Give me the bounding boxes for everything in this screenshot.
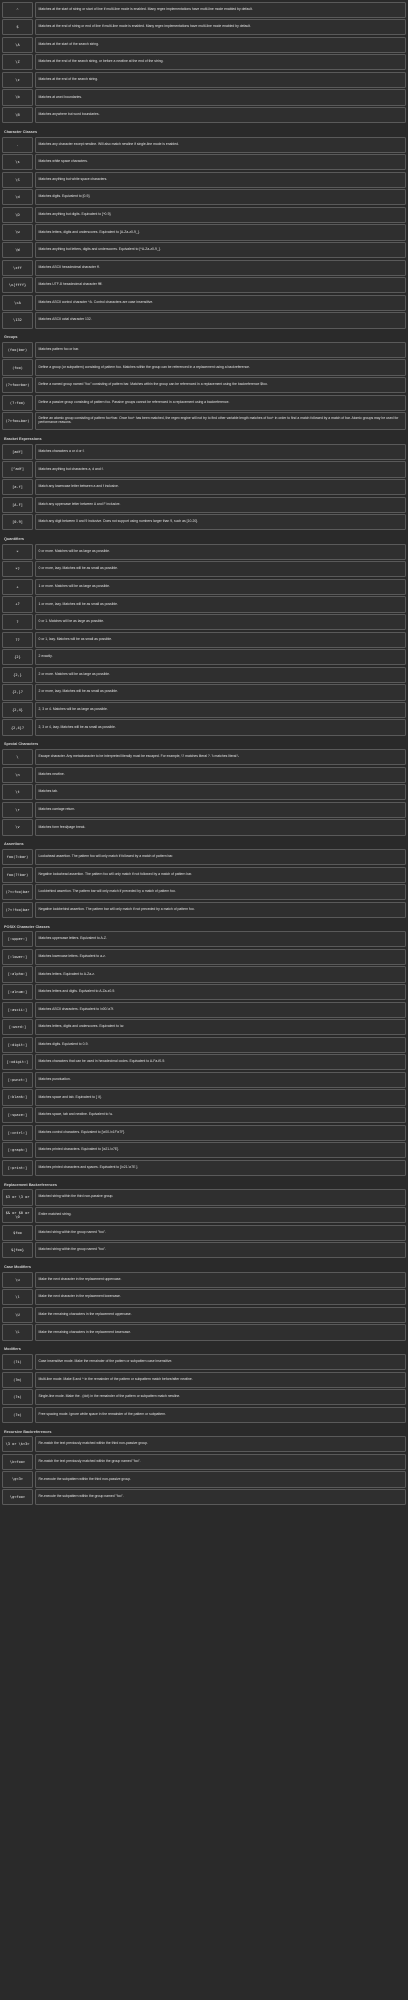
list-item xyxy=(2,89,406,105)
list-item xyxy=(2,1089,406,1105)
token-button[interactable]: [:upper:] xyxy=(2,931,33,947)
token-description: Negative lookahead assertion. The pattern foo will only match if not followed by a match of pattern bar. xyxy=(35,867,406,883)
token-button[interactable]: \W xyxy=(2,242,33,258)
token-description: Matches control characters. Equivalent to [\x00-\x1F\x7F]. xyxy=(35,1125,406,1141)
list-item xyxy=(2,172,406,188)
list-item xyxy=(2,1225,406,1241)
list-item xyxy=(2,749,406,765)
token-description: 1 or more, lazy. Matches will be as small as possible. xyxy=(35,596,406,612)
token-button[interactable]: [A-F] xyxy=(2,497,33,513)
list-item xyxy=(2,719,406,735)
list-item xyxy=(2,1107,406,1123)
list-item xyxy=(2,1372,406,1388)
token-button[interactable]: \132 xyxy=(2,312,33,328)
token-description: Matches characters a or d or f. xyxy=(35,444,406,460)
token-description: Define a named group named "foo" consisting of pattern bar. Matches within the group can be referenced in a replacement using the backreference $foo. xyxy=(35,377,406,393)
token-description: Lookbehind assertion. The pattern bar will only match if preceded by a match of pattern foo. xyxy=(35,884,406,900)
token-button[interactable]: \Z xyxy=(2,54,33,70)
list-item xyxy=(2,1324,406,1340)
token-button[interactable]: ?? xyxy=(2,632,33,648)
list-item xyxy=(2,359,406,375)
list-item xyxy=(2,1189,406,1205)
token-description: Free spacing mode. Ignore white space in the remainder of the pattern or subpattern. xyxy=(35,1407,406,1423)
token-button[interactable]: (?m) xyxy=(2,1372,33,1388)
list-item xyxy=(2,1354,406,1370)
token-button[interactable]: [adf] xyxy=(2,444,33,460)
list-item xyxy=(2,1307,406,1323)
list-item xyxy=(2,54,406,70)
token-description: Matches ASCII hexadecimal character ff. xyxy=(35,260,406,276)
token-button[interactable]: [:print:] xyxy=(2,1160,33,1176)
list-item xyxy=(2,802,406,818)
list-item xyxy=(2,984,406,1000)
list-item xyxy=(2,784,406,800)
token-button[interactable]: \t xyxy=(2,784,33,800)
token-description: Entire matched string. xyxy=(35,1207,406,1223)
token-description: Matches anything but digits. Equivalent to [^0-9]. xyxy=(35,207,406,223)
token-description: Make the remaining characters in the replacement uppercase. xyxy=(35,1307,406,1323)
token-button[interactable]: (?>foo+bar) xyxy=(2,412,33,430)
section-bracket-expressions xyxy=(2,432,406,531)
token-button[interactable]: \g<foo> xyxy=(2,1489,33,1505)
list-item xyxy=(2,514,406,530)
token-button[interactable]: $foo xyxy=(2,1225,33,1241)
list-item xyxy=(2,461,406,477)
token-description: Define a passive group consisting of pattern foo. Passive groups cannot be referenced in a replacement using a backreference. xyxy=(35,395,406,411)
token-description: Matched string within the group named "foo". xyxy=(35,1242,406,1258)
token-button[interactable]: [:punct:] xyxy=(2,1072,33,1088)
token-button[interactable]: [:alpha:] xyxy=(2,966,33,982)
token-description: Case insensitive mode. Make the remainder of the pattern or subpattern case insensitive. xyxy=(35,1354,406,1370)
list-item xyxy=(2,1054,406,1070)
token-description: Re-match the text previously matched within the third non-passive group. xyxy=(35,1436,406,1452)
list-item xyxy=(2,1037,406,1053)
token-button[interactable]: \k<foo> xyxy=(2,1454,33,1470)
list-item xyxy=(2,479,406,495)
section-case-modifiers xyxy=(2,1260,406,1341)
list-item xyxy=(2,632,406,648)
token-description: Matches digits. Equivalent to 0-9. xyxy=(35,1037,406,1053)
list-item xyxy=(2,277,406,293)
token-button[interactable]: [a-f] xyxy=(2,479,33,495)
token-description: Matches carriage return. xyxy=(35,802,406,818)
section-title: Case Modifiers xyxy=(4,1264,32,1269)
list-item xyxy=(2,207,406,223)
token-button[interactable]: [:ascii:] xyxy=(2,1002,33,1018)
list-item xyxy=(2,497,406,513)
section-posix-character-classes xyxy=(2,919,406,1176)
token-description: Make the remaining characters in the replacement lowercase. xyxy=(35,1324,406,1340)
section-anchors xyxy=(2,0,406,123)
list-item xyxy=(2,1489,406,1505)
token-button[interactable]: \g<3> xyxy=(2,1471,33,1487)
token-button[interactable]: {2,}? xyxy=(2,684,33,700)
token-description: Matches letters, digits and underscores. Equivalent to [A-Za-z0-9_]. xyxy=(35,224,406,240)
token-button[interactable]: (?<foo>bar) xyxy=(2,377,33,393)
token-button[interactable]: \d xyxy=(2,189,33,205)
list-item xyxy=(2,312,406,328)
list-item xyxy=(2,702,406,718)
list-item xyxy=(2,949,406,965)
section-title: POSIX Character Classes xyxy=(4,924,50,929)
token-description: Matches at word boundaries. xyxy=(35,89,406,105)
token-description: Matches form feed/page break. xyxy=(35,819,406,835)
token-button[interactable]: \n xyxy=(2,767,33,783)
token-description: Match any lowercase letter between a and f inclusive. xyxy=(35,479,406,495)
token-button[interactable]: [^adf] xyxy=(2,461,33,477)
token-description: Matches ASCII control character ^A. Control characters are case insensitive. xyxy=(35,295,406,311)
token-description: Re-match the text previously matched within the group named "foo". xyxy=(35,1454,406,1470)
token-button[interactable]: \x{ffff} xyxy=(2,277,33,293)
list-item xyxy=(2,1272,406,1288)
list-item xyxy=(2,767,406,783)
token-button[interactable]: {2} xyxy=(2,649,33,665)
token-button[interactable]: [:lower:] xyxy=(2,949,33,965)
list-item xyxy=(2,224,406,240)
token-description: Define a group (or subpattern) consisting of pattern foo. Matches within the group can be referenced in a replacement using a backreference. xyxy=(35,359,406,375)
section-quantifiers xyxy=(2,532,406,736)
token-button[interactable]: \b xyxy=(2,89,33,105)
list-item xyxy=(2,2,406,18)
token-description: 0 or more. Matches will be as large as possible. xyxy=(35,544,406,560)
token-button[interactable]: \A xyxy=(2,37,33,53)
list-item xyxy=(2,1407,406,1423)
token-button[interactable]: {2,} xyxy=(2,667,33,683)
list-item xyxy=(2,1436,406,1452)
token-description: Lookahead assertion. The pattern foo will only match if followed by a match of pattern bar. xyxy=(35,849,406,865)
token-description: Matches uppercase letters. Equivalent to A-Z. xyxy=(35,931,406,947)
list-item xyxy=(2,614,406,630)
list-item xyxy=(2,1471,406,1487)
token-description: 0 or more, lazy. Matches will be as small as possible. xyxy=(35,561,406,577)
token-button[interactable]: (?:foo) xyxy=(2,395,33,411)
list-item xyxy=(2,1125,406,1141)
list-item xyxy=(2,1207,406,1223)
token-button[interactable]: (?<!foo)bar xyxy=(2,902,33,918)
section-title: Special Characters xyxy=(4,742,39,747)
section-title: Assertions xyxy=(4,842,24,847)
token-description: Match any uppercase letter between A and F inclusive. xyxy=(35,497,406,513)
token-description: Matches anything but letters, digits and underscores. Equivalent to [^A-Za-z0-9_]. xyxy=(35,242,406,258)
section-title: Recursive Backreferences xyxy=(4,1429,52,1434)
token-button[interactable]: . xyxy=(2,137,33,153)
list-item xyxy=(2,1142,406,1158)
token-button[interactable]: [:graph:] xyxy=(2,1142,33,1158)
list-item xyxy=(2,902,406,918)
section-assertions xyxy=(2,837,406,918)
token-button[interactable]: ^ xyxy=(2,2,33,18)
token-button[interactable]: [:cntrl:] xyxy=(2,1125,33,1141)
token-button[interactable]: (?<=foo)bar xyxy=(2,884,33,900)
token-button[interactable]: [:word:] xyxy=(2,1019,33,1035)
list-item xyxy=(2,867,406,883)
token-button[interactable]: \u xyxy=(2,1272,33,1288)
list-item xyxy=(2,649,406,665)
list-item xyxy=(2,667,406,683)
token-description: Negative lookbehind assertion. The pattern bar will only match if not preceded by a match of pattern foo. xyxy=(35,902,406,918)
section-special-characters xyxy=(2,737,406,836)
token-button[interactable]: \s xyxy=(2,154,33,170)
list-item xyxy=(2,189,406,205)
list-item xyxy=(2,444,406,460)
token-button[interactable]: ? xyxy=(2,614,33,630)
token-button[interactable]: \cA xyxy=(2,295,33,311)
token-description: Matches at the end of the search string, or before a newline at the end of the string. xyxy=(35,54,406,70)
token-button[interactable]: foo(?!bar) xyxy=(2,867,33,883)
token-button[interactable]: +? xyxy=(2,596,33,612)
list-item xyxy=(2,684,406,700)
token-description: Single-line mode. Make the . (dot) in the remainder of the pattern or subpattern match newline. xyxy=(35,1389,406,1405)
token-description: Matches space, tab and newline. Equivalent to \s. xyxy=(35,1107,406,1123)
list-item xyxy=(2,154,406,170)
list-item xyxy=(2,37,406,53)
list-item xyxy=(2,561,406,577)
list-item xyxy=(2,1389,406,1405)
token-button[interactable]: \3 or \k<3> xyxy=(2,1436,33,1452)
list-item xyxy=(2,19,406,35)
token-button[interactable]: [:xdigit:] xyxy=(2,1054,33,1070)
token-description: Matches letters and digits. Equivalent to A-Za-z0-9. xyxy=(35,984,406,1000)
token-description: 2 exactly. xyxy=(35,649,406,665)
token-description: Matches lowercase letters. Equivalent to a-z. xyxy=(35,949,406,965)
token-button[interactable]: \D xyxy=(2,207,33,223)
token-button[interactable]: $& or $0 or \0 xyxy=(2,1207,33,1223)
token-button[interactable]: (?x) xyxy=(2,1407,33,1423)
token-button[interactable]: foo(?=bar) xyxy=(2,849,33,865)
token-description: Matches punctuation. xyxy=(35,1072,406,1088)
token-button[interactable]: (foo|bar) xyxy=(2,342,33,358)
token-description: Matches newline. xyxy=(35,767,406,783)
section-title: Character Classes xyxy=(4,129,38,134)
list-item xyxy=(2,260,406,276)
token-description: Matches at the end of string or end of line if multi-line mode is enabled. Many regex implementations have multi-line mode enabled by default. xyxy=(35,19,406,35)
token-description: 0 or 1, lazy. Matches will be as small as possible. xyxy=(35,632,406,648)
list-item xyxy=(2,966,406,982)
token-button[interactable]: [:alnum:] xyxy=(2,984,33,1000)
list-item xyxy=(2,1454,406,1470)
token-button[interactable]: {2,4}? xyxy=(2,719,33,735)
token-description: Re-execute the subpattern within the third non-passive group. xyxy=(35,1471,406,1487)
token-description: Escape character. Any metacharacter to be interpreted literally must be escaped. For example, \? matches literal ?. \\ matches literal \. xyxy=(35,749,406,765)
list-item xyxy=(2,107,406,123)
token-description: Matches anywhere but word boundaries. xyxy=(35,107,406,123)
token-description: 2 or more. Matches will be as large as possible. xyxy=(35,667,406,683)
token-button[interactable]: + xyxy=(2,579,33,595)
token-description: 0 or 1. Matches will be as large as possible. xyxy=(35,614,406,630)
token-description: Matches any character except newline. Will also match newline if single-line mode is enabled. xyxy=(35,137,406,153)
token-button[interactable]: \w xyxy=(2,224,33,240)
token-description: Matches pattern foo or bar. xyxy=(35,342,406,358)
token-button[interactable]: (foo) xyxy=(2,359,33,375)
token-description: Matches printed characters and spaces. Equivalent to [\x21-\x7E ]. xyxy=(35,1160,406,1176)
token-button[interactable]: [0-9] xyxy=(2,514,33,530)
token-button[interactable]: [:space:] xyxy=(2,1107,33,1123)
token-description: Make the next character in the replacement uppercase. xyxy=(35,1272,406,1288)
list-item xyxy=(2,1160,406,1176)
token-button[interactable]: \l xyxy=(2,1289,33,1305)
list-item xyxy=(2,342,406,358)
token-description: Matches printed characters. Equivalent to [\x21-\x7E]. xyxy=(35,1142,406,1158)
token-button[interactable]: \S xyxy=(2,172,33,188)
token-button[interactable]: \ xyxy=(2,749,33,765)
list-item xyxy=(2,1002,406,1018)
token-button[interactable]: \B xyxy=(2,107,33,123)
list-item xyxy=(2,137,406,153)
token-button[interactable]: [:digit:] xyxy=(2,1037,33,1053)
token-description: Matches anything but white space characters. xyxy=(35,172,406,188)
token-description: Matches letters. Equivalent to A-Za-z. xyxy=(35,966,406,982)
token-button[interactable]: ${foo} xyxy=(2,1242,33,1258)
list-item xyxy=(2,884,406,900)
token-button[interactable]: \xff xyxy=(2,260,33,276)
section-groups xyxy=(2,330,406,431)
section-character-classes xyxy=(2,125,406,329)
token-button[interactable]: *? xyxy=(2,561,33,577)
list-item xyxy=(2,242,406,258)
token-description: Matches digits. Equivalent to [0-9]. xyxy=(35,189,406,205)
list-item xyxy=(2,377,406,393)
token-description: Match any digit between 0 and 9 inclusive. Does not support using numbers larger than 9, such as [10-20]. xyxy=(35,514,406,530)
section-modifiers xyxy=(2,1342,406,1423)
list-item xyxy=(2,544,406,560)
token-description: 1 or more. Matches will be as large as possible. xyxy=(35,579,406,595)
list-item xyxy=(2,819,406,835)
token-button[interactable]: (?i) xyxy=(2,1354,33,1370)
list-item xyxy=(2,412,406,430)
list-item xyxy=(2,596,406,612)
token-description: Matches space and tab. Equivalent to [ \t]. xyxy=(35,1089,406,1105)
section-recursive-backreferences xyxy=(2,1424,406,1505)
token-description: Matches anything but characters a, d and f. xyxy=(35,461,406,477)
section-title: Groups xyxy=(4,335,18,340)
token-button[interactable]: \z xyxy=(2,72,33,88)
list-item xyxy=(2,579,406,595)
list-item xyxy=(2,395,406,411)
token-button[interactable]: \U xyxy=(2,1307,33,1323)
token-button[interactable]: \r xyxy=(2,802,33,818)
list-item xyxy=(2,849,406,865)
token-button[interactable]: \v xyxy=(2,819,33,835)
token-description: 2, 3 or 4, lazy. Matches will be as small as possible. xyxy=(35,719,406,735)
token-description: Matches at the start of the search string. xyxy=(35,37,406,53)
token-description: Make the next character in the replacement lowercase. xyxy=(35,1289,406,1305)
section-title: Bracket Expressions xyxy=(4,437,42,442)
token-description: Matches tab. xyxy=(35,784,406,800)
section-title: Modifiers xyxy=(4,1347,21,1352)
token-description: Define an atomic group consisting of pattern foo+bar. Once foo+ has been matched, the regex engine will not try to find other variable length matches of foo+ in order to find a match followed by a match of bar. Atomic groups may be used for performance reasons. xyxy=(35,412,406,430)
token-button[interactable]: [:blank:] xyxy=(2,1089,33,1105)
token-description: 2 or more, lazy. Matches will be as small as possible. xyxy=(35,684,406,700)
token-button[interactable]: * xyxy=(2,544,33,560)
token-description: Matches at the end of the search string. xyxy=(35,72,406,88)
list-item xyxy=(2,931,406,947)
token-button[interactable]: {2,4} xyxy=(2,702,33,718)
token-description: Matches at the start of string or start of line if multi-line mode is enabled. Many regex implementations have multi-line mode enabled by default. xyxy=(35,2,406,18)
token-description: Multi-line mode. Make $ and ^ in the remainder of the pattern or subpattern match before/after newline. xyxy=(35,1372,406,1388)
token-description: Matches ASCII characters. Equivalent to \x00-\x7f. xyxy=(35,1002,406,1018)
token-button[interactable]: $3 or \3 or xyxy=(2,1189,33,1205)
token-description: Matched string within the group named "foo". xyxy=(35,1225,406,1241)
list-item xyxy=(2,1072,406,1088)
token-description: Matches ASCII octal character 132. xyxy=(35,312,406,328)
token-description: Matches white space characters. xyxy=(35,154,406,170)
section-title: Replacement Backreferences xyxy=(4,1182,57,1187)
token-description: Matches letters, digits and underscores. Equivalent to \w. xyxy=(35,1019,406,1035)
list-item xyxy=(2,1289,406,1305)
token-description: Matches UTF-8 hexadecimal character ffff. xyxy=(35,277,406,293)
token-description: Matched string within the third non-passive group. xyxy=(35,1189,406,1205)
list-item xyxy=(2,1019,406,1035)
token-description: 2, 3 or 4. Matches will be as large as possible. xyxy=(35,702,406,718)
section-title: Quantifiers xyxy=(4,537,25,541)
token-button[interactable]: \L xyxy=(2,1324,33,1340)
section-replacement-backreferences xyxy=(2,1177,406,1258)
list-item xyxy=(2,295,406,311)
list-item xyxy=(2,1242,406,1258)
token-button[interactable]: $ xyxy=(2,19,33,35)
token-description: Matches characters that can be used in hexadecimal codes. Equivalent to A-Fa-f0-9. xyxy=(35,1054,406,1070)
token-button[interactable]: (?s) xyxy=(2,1389,33,1405)
list-item xyxy=(2,72,406,88)
token-description: Re-execute the subpattern within the group named "foo". xyxy=(35,1489,406,1505)
